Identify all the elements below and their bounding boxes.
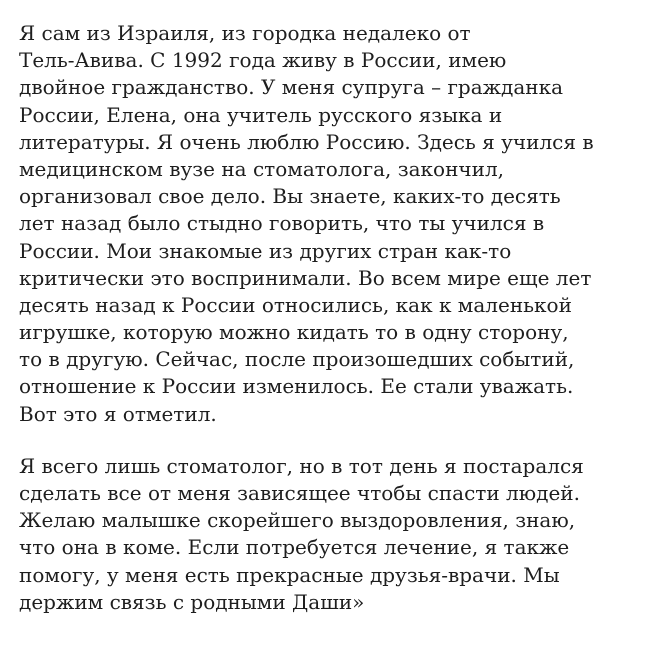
text-line: Я сам из Израиля, из городка недалеко от — [19, 21, 471, 45]
article-text — [19, 20, 639, 616]
text-line: Тель-Авива. С 1992 года живу в России, имею — [19, 48, 507, 73]
text-line: критически это воспринимали. Во всем мире еще лет — [19, 265, 592, 290]
text-line: что она в коме. Если потребуется лечение, я также — [19, 535, 570, 560]
text-line: России. Мои знакомые из других стран как-то — [19, 238, 512, 263]
paragraph-2 — [19, 453, 639, 616]
text-line: Желаю малышке скорейшего выздоровления, знаю, — [19, 508, 576, 533]
text-line: то в другую. Сейчас, после произошедших событий, — [19, 347, 575, 372]
paragraph-gap — [19, 428, 639, 453]
text-line: игрушке, которую можно кидать то в одну сторону, — [19, 320, 569, 345]
text-line: отношение к России изменилось. Ее стали уважать. — [19, 374, 574, 399]
text-line: организовал свое дело. Вы знаете, каких-то десять — [19, 184, 561, 209]
text-line: Я всего лишь стоматолог, но в тот день я постарался — [19, 453, 584, 478]
text-line: медицинском вузе на стоматолога, закончил, — [19, 156, 505, 181]
text-line: литературы. Я очень люблю Россию. Здесь я учился в — [19, 129, 594, 154]
text-line: России, Елена, она учитель русского языка и — [19, 102, 503, 127]
text-line: помогу, у меня есть прекрасные друзья-врачи. Мы — [19, 562, 560, 587]
text-line: двойное гражданство. У меня супруга – гражданка — [19, 75, 564, 100]
text-line: лет назад было стыдно говорить, что ты учился в — [19, 211, 545, 236]
paragraph-1 — [19, 20, 639, 428]
text-line: Вот это я отметил. — [19, 401, 217, 426]
text-line: десять назад к России относились, как к маленькой — [19, 292, 572, 317]
text-line: держим связь с родными Даши» — [19, 589, 365, 614]
text-line: сделать все от меня зависящее чтобы спасти людей. — [19, 481, 580, 505]
